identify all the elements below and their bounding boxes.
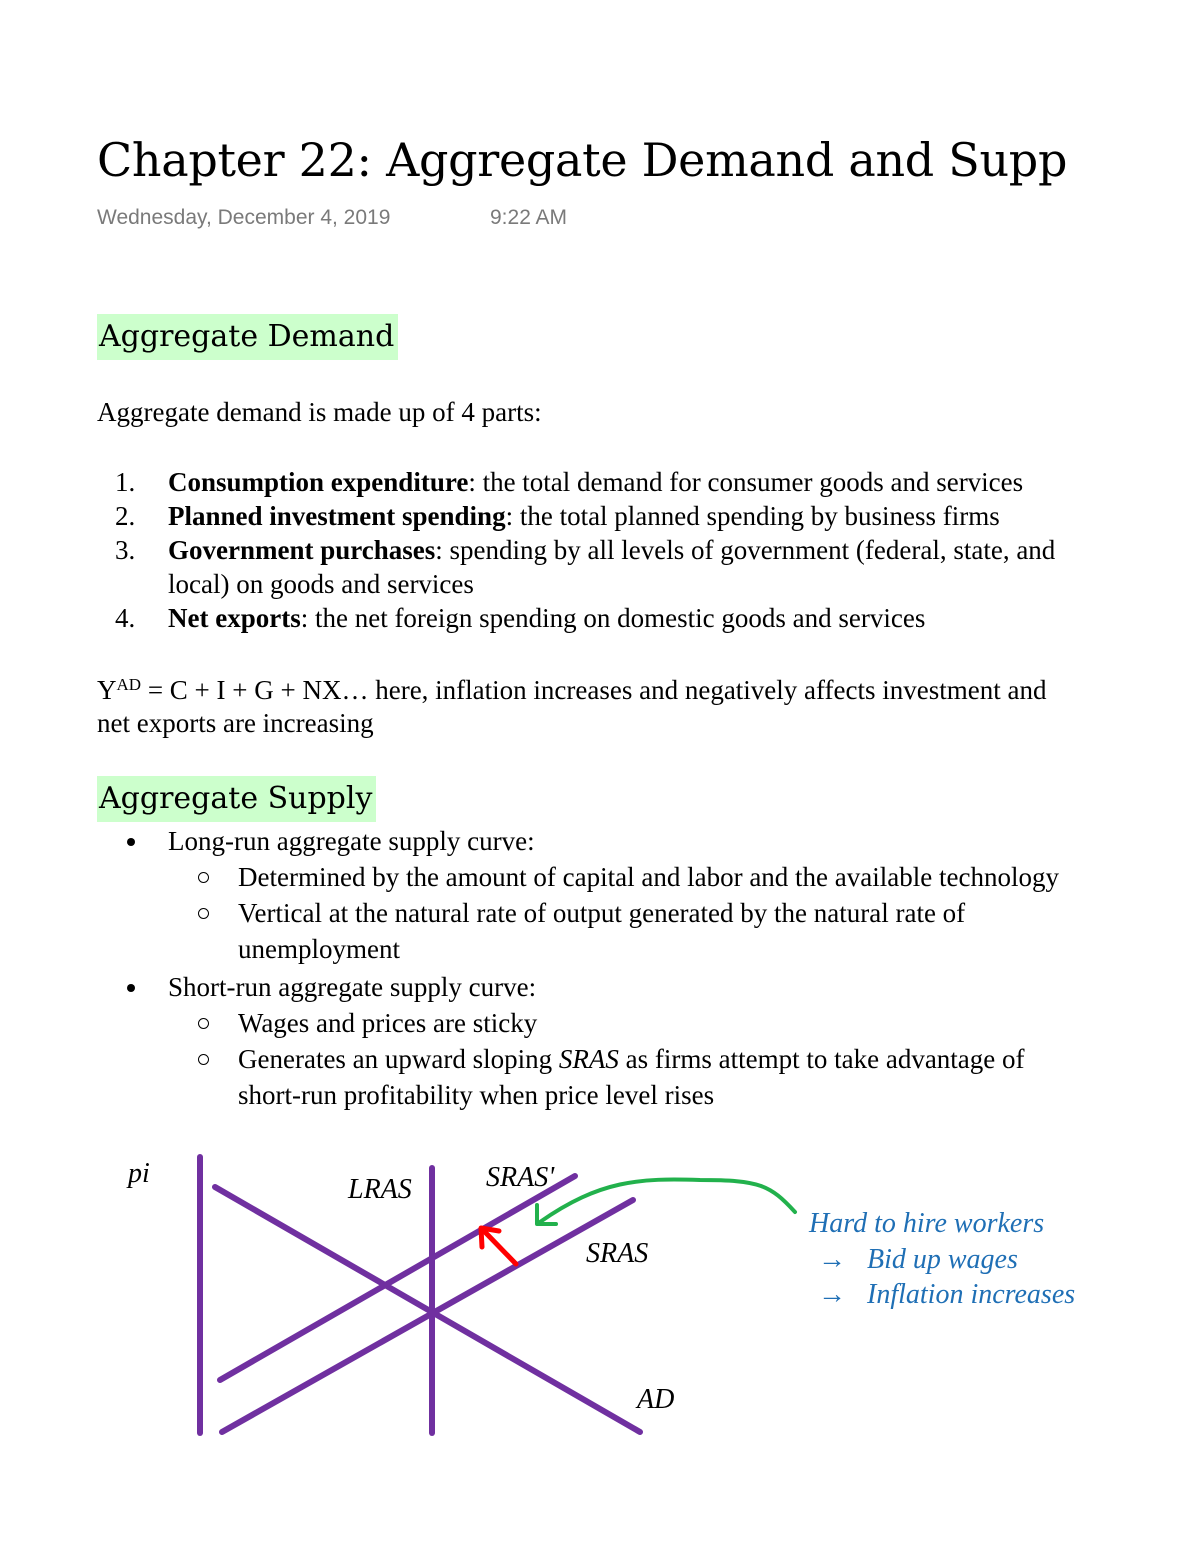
list-item [168,859,1059,895]
bullet-icon [127,984,135,992]
list-definition: : the total planned spending by business firms [505,501,1000,531]
sras-shifted-curve [220,1176,575,1380]
list-number: 4. [115,603,136,633]
shift-arrow-shaft [484,1231,516,1264]
list-number: 3. [115,535,136,565]
circle-bullet-icon [198,872,209,883]
formula-text-continued: net exports are increasing [97,708,374,738]
list-number: 2. [115,501,136,531]
aggregate-demand-heading: Aggregate Demand [97,314,398,360]
list-term: Consumption expenditure [168,467,469,497]
pointer-arrow-curve [540,1179,795,1222]
list-number: 1. [115,467,136,497]
list-item [168,1041,1059,1113]
formula-superscript: AD [116,675,142,694]
long-run-point: Determined by the amount of capital and labor and the available technology [238,862,1059,892]
list-item [97,499,1055,533]
short-run-point-continued: short-run profitability when price level rises [238,1080,715,1110]
sras-term: SRAS [558,1044,619,1074]
annotation-line: Hard to hire workers [809,1208,1045,1239]
formula-y: Y [97,675,117,705]
y-axis-label: pi [128,1158,150,1189]
shift-arrow [481,1228,516,1264]
formula-text: = C + I + G + NX… here, inflation increases and negatively affects investment and [141,675,1047,705]
long-run-point-continued: unemployment [238,934,400,964]
list-definition: : the net foreign spending on domestic goods and services [300,603,926,633]
long-run-label: Long-run aggregate supply curve: [168,826,535,856]
list-item [97,533,1055,601]
circle-bullet-icon [198,908,209,919]
list-definition: : spending by all levels of government (federal, state, and [435,535,1056,565]
page-time: 9:22 AM [490,206,568,229]
list-item [97,465,1055,499]
ad-formula [97,674,1046,740]
list-item [168,895,1059,967]
long-run-point: Vertical at the natural rate of output generated by the natural rate of [238,898,966,928]
aggregate-supply-heading: Aggregate Supply [97,776,376,822]
list-definition: : the total demand for consumer goods and services [468,467,1024,497]
page-date: Wednesday, December 4, 2019 [97,206,391,229]
supply-list [97,823,1059,1113]
ad-curve [215,1187,640,1432]
sras-shifted-label: SRAS' [486,1162,555,1193]
page-title: Chapter 22: Aggregate Demand and Supp [97,133,1068,187]
list-item [97,601,1055,635]
annotation-line: → Inflation increases [818,1279,1076,1310]
list-item [97,823,1059,967]
short-run-point: Wages and prices are sticky [238,1008,538,1038]
ad-label: AD [637,1384,675,1415]
long-run-points [168,859,1059,967]
short-run-point-rest: as firms attempt to take advantage of [618,1044,1025,1074]
list-term: Planned investment spending [168,501,506,531]
pointer-arrow [537,1179,795,1224]
list-item [97,969,1059,1113]
sras-curve [222,1200,633,1432]
demand-components-list [97,465,1055,635]
bullet-icon [127,838,135,846]
list-item [168,1005,1059,1041]
lras-label: LRAS [348,1174,412,1205]
circle-bullet-icon [198,1018,209,1029]
short-run-points [168,1005,1059,1113]
ad-as-diagram [0,1130,1200,1553]
short-run-label: Short-run aggregate supply curve: [168,972,537,1002]
annotation-line: → Bid up wages [818,1244,1018,1275]
sras-label: SRAS [586,1238,649,1269]
list-term: Government purchases [168,535,436,565]
list-definition-continued: local) on goods and services [168,569,474,599]
short-run-point: Generates an upward sloping [238,1044,559,1074]
demand-intro: Aggregate demand is made up of 4 parts: [97,397,542,427]
curves [200,1157,640,1433]
list-term: Net exports [168,603,301,633]
circle-bullet-icon [198,1054,209,1065]
